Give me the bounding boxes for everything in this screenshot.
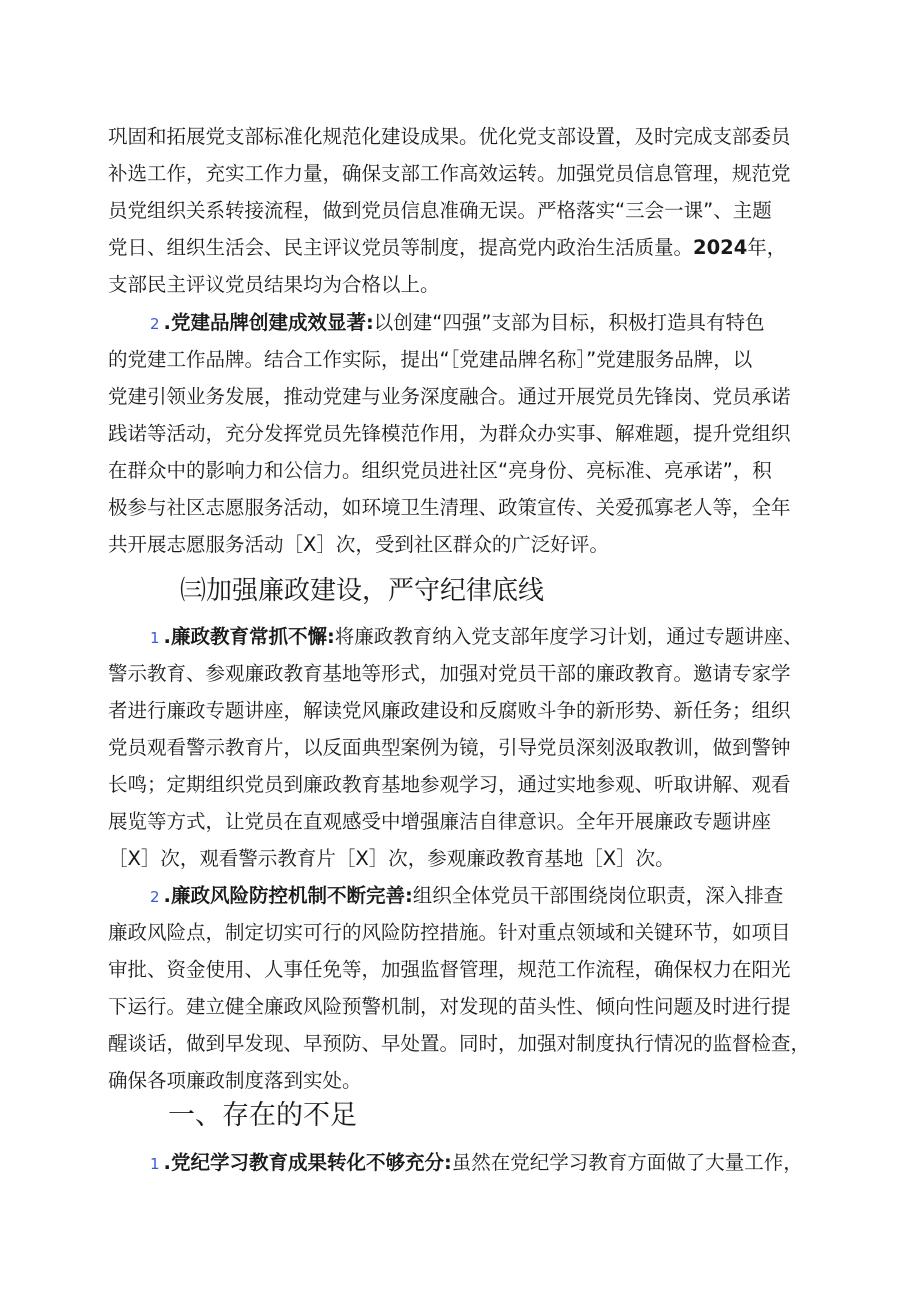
text-line: 极参与社区志愿服务活动，如环境卫生清理、政策宣传、关爱孤寡老人等，全年 [108, 496, 791, 519]
text-line: ［X］次，观看警示教育片［X］次，参观廉政教育基地［X］次。 [108, 847, 675, 870]
item-number: 2 [150, 315, 160, 333]
text-line: 党建引领业务发展，推动党建与业务深度融合。通过开展党员先锋岗、党员承诺 [108, 385, 791, 408]
item-lead-title: .党建品牌创建成效显著: [163, 311, 374, 334]
text-line: 补选工作，充实工作力量，确保支部工作高效运转。加强党员信息管理，规范党 [108, 162, 791, 185]
text-line: 展览等方式，让党员在直观感受中增强廉洁自律意识。全年开展廉政专题讲座 [108, 810, 772, 833]
text-line: 支部民主评议党员结果均为合格以上。 [108, 273, 440, 296]
text-line: 巩固和拓展党支部标准化规范化建设成果。优化党支部设置，及时完成支部委员 [108, 125, 791, 148]
text-line [108, 304, 813, 341]
text-line: 长鸣；定期组织党员到廉政教育基地参观学习，通过实地参观、听取讲解、观看 [108, 773, 791, 796]
text-line: 廉政风险点，制定切实可行的风险防控措施。针对重点领域和关键环节，如项目 [108, 921, 791, 944]
paragraph-integrity-education [108, 618, 813, 877]
text-line [108, 877, 813, 914]
text-line: 下运行。建立健全廉政风险预警机制，对发现的苗头性、倾向性问题及时进行提 [108, 995, 791, 1018]
text-segment: 将廉政教育纳入党支部年度学习计划，通过专题讲座、 [334, 625, 803, 648]
text-segment: 虽然在党纪学习教育方面做了大量工作， [451, 1151, 803, 1174]
paragraph-party-branch-standardization [108, 118, 813, 303]
text-segment: 组织全体党员干部围绕岗位职责，深入排查 [412, 884, 784, 907]
paragraph-party-brand [108, 304, 813, 563]
text-line: 在群众中的影响力和公信力。组织党员进社区“亮身份、亮标准、亮承诺”，积 [108, 459, 772, 482]
text-line [108, 618, 813, 655]
text-line: 警示教育、参观廉政教育基地等形式，加强对党员干部的廉政教育。邀请专家学 [108, 662, 791, 685]
text-line: 醒谈话，做到早发现、早预防、早处置。同时，加强对制度执行情况的监督检查， [108, 1032, 811, 1055]
paragraph-risk-control [108, 877, 813, 1099]
paragraph-shortcomings [108, 1144, 813, 1181]
section-heading-integrity: ㈢加强廉政建设，严守纪律底线 [180, 576, 545, 606]
item-lead-title: .廉政风险防控机制不断完善: [163, 884, 413, 907]
section-heading-shortcomings: 一、存在的不足 [168, 1100, 357, 1131]
item-number: 1 [150, 629, 160, 647]
text-segment: 以创建“四强”支部为目标，积极打造具有特色 [373, 311, 765, 334]
text-line [108, 229, 813, 266]
item-lead-title: .党纪学习教育成果转化不够充分: [163, 1151, 452, 1174]
item-number: 1 [150, 1155, 160, 1173]
text-line: 确保各项廉政制度落到实处。 [108, 1069, 362, 1092]
item-lead-title: .廉政教育常抓不懈: [163, 625, 335, 648]
text-line: 共开展志愿服务活动［X］次，受到社区群众的广泛好评。 [108, 533, 609, 556]
text-line: 党员观看警示教育片，以反面典型案例为镜，引导党员深刻汲取教训，做到警钟 [108, 736, 791, 759]
text-line: 审批、资金使用、人事任免等，加强监督管理，规范工作流程，确保权力在阳光 [108, 958, 791, 981]
text-segment: 年， [747, 236, 787, 259]
text-segment: 党日、组织生活会、民主评议党员等制度，提高党内政治生活质量。 [108, 236, 694, 259]
item-number: 2 [150, 888, 160, 906]
text-line: 员党组织关系转接流程，做到党员信息准确无误。严格落实“三会一课”、主题 [108, 199, 772, 222]
text-line: 践诺等活动，充分发挥党员先锋模范作用，为群众办实事、解难题，提升党组织 [108, 422, 791, 445]
text-line: 的党建工作品牌。结合工作实际，提出“［党建品牌名称］”党建服务品牌，以 [108, 348, 753, 371]
text-line [108, 1144, 813, 1181]
text-line: 者进行廉政专题讲座，解读党风廉政建设和反腐败斗争的新形势、新任务；组织 [108, 699, 791, 722]
year-value: 2024 [693, 236, 748, 259]
